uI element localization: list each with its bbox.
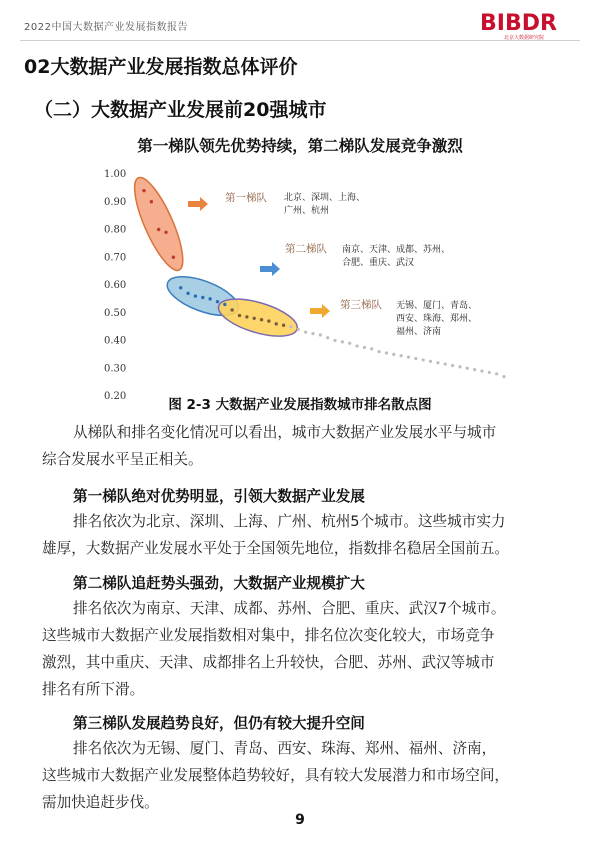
y-tick-label: 0.30 — [104, 363, 127, 375]
report-title: 2022中国大数据产业发展指数报告 — [24, 22, 188, 33]
arrow-icon — [260, 262, 280, 276]
tier-cities: 无锡、厦门、青岛、 — [396, 301, 478, 311]
tier-ellipses — [126, 172, 302, 343]
data-point — [245, 315, 248, 318]
text-line: 排名依次为南京、天津、成都、苏州、合肥、重庆、武汉7个城市。 — [73, 600, 506, 617]
text-line: 这些城市大数据产业发展整体趋势较好，具有较大发展潜力和市场空间， — [42, 767, 510, 784]
tier-cities: 福州、济南 — [396, 327, 442, 337]
data-point — [429, 360, 432, 363]
heading-tier-2: 第二梯队追赶势头强劲，大数据产业规模扩大 — [73, 575, 365, 592]
data-point — [164, 231, 167, 234]
data-point — [304, 331, 307, 334]
page-header — [0, 0, 600, 44]
text-line: 排名依次为无锡、厦门、青岛、西安、珠海、郑州、福州、济南， — [73, 740, 497, 757]
tier-label: 第三梯队 — [340, 299, 382, 311]
subsection-title: （二）大数据产业发展前20强城市 — [34, 99, 327, 121]
data-point — [400, 354, 403, 357]
data-point — [172, 256, 175, 259]
chart-heading: 第一梯队领先优势持续，第二梯队发展竞争激烈 — [137, 137, 463, 155]
heading-tier-1: 第一梯队绝对优势明显，引领大数据产业发展 — [73, 488, 365, 505]
data-point — [348, 342, 351, 345]
text-line: 从梯队和排名变化情况可以看出，城市大数据产业发展水平与城市 — [73, 424, 497, 441]
data-point — [230, 308, 233, 311]
scatter-chart — [100, 160, 520, 402]
data-point — [282, 324, 285, 327]
heading-tier-3: 第三梯队发展趋势良好，但仍有较大提升空间 — [73, 715, 365, 732]
scatter-chart-svg — [100, 160, 520, 402]
data-point — [385, 351, 388, 354]
y-tick-label: 0.20 — [104, 391, 127, 402]
data-point — [355, 344, 358, 347]
data-point — [253, 317, 256, 320]
tier-label: 第一梯队 — [225, 192, 267, 204]
data-point — [473, 368, 476, 371]
data-point — [444, 362, 447, 365]
logo-wordmark: BIBDR — [480, 11, 557, 36]
y-tick-label: 0.70 — [104, 252, 127, 264]
y-tick-label: 0.40 — [104, 335, 127, 347]
page-number: 9 — [295, 812, 305, 828]
data-point — [458, 365, 461, 368]
data-point — [157, 228, 160, 231]
data-point — [363, 346, 366, 349]
data-point — [142, 189, 145, 192]
data-point — [267, 319, 270, 322]
logo-subtitle: 北京大数据研究院 — [504, 35, 545, 41]
data-point — [297, 328, 300, 331]
y-tick-label: 1.00 — [104, 169, 127, 180]
tier-cities: 合肥、重庆、武汉 — [342, 258, 415, 268]
y-axis-ticks — [104, 169, 126, 402]
data-point — [502, 375, 505, 378]
figure-caption: 图 2-3 大数据产业发展指数城市排名散点图 — [168, 397, 432, 413]
data-point — [392, 353, 395, 356]
tier-ellipse — [126, 172, 192, 276]
text-line: 排名有所下滑。 — [42, 681, 145, 698]
tier-cities: 北京、深圳、上海、 — [284, 193, 366, 203]
paragraph-tier-2 — [42, 595, 574, 703]
tier-cities: 南京、天津、成都、苏州、 — [342, 245, 451, 255]
y-tick-label: 0.60 — [104, 280, 127, 291]
data-point — [488, 371, 491, 374]
y-tick-label: 0.80 — [104, 224, 127, 236]
tier-cities: 广州、杭州 — [284, 206, 330, 216]
arrow-icon — [188, 197, 208, 211]
data-point — [414, 357, 417, 360]
data-point — [341, 340, 344, 343]
data-point — [436, 361, 439, 364]
text-line: 排名依次为北京、深圳、上海、广州、杭州5个城市。这些城市实力 — [73, 513, 506, 530]
data-point — [422, 358, 425, 361]
tier-label: 第二梯队 — [285, 243, 327, 255]
data-point — [407, 356, 410, 359]
data-point — [150, 200, 153, 203]
data-point — [451, 364, 454, 367]
text-line: 雄厚，大数据产业发展水平处于全国领先地位，指数排名稳居全国前五。 — [42, 540, 510, 557]
data-point — [319, 333, 322, 336]
paragraph-tier-3 — [42, 735, 574, 816]
data-point — [311, 332, 314, 335]
data-point — [216, 300, 219, 303]
text-line: 这些城市大数据产业发展指数相对集中，排名位次变化较大，市场竞争 — [42, 627, 495, 644]
text-line: 需加快追赶步伐。 — [42, 794, 159, 811]
arrow-icon — [310, 304, 330, 318]
data-point — [480, 369, 483, 372]
data-point — [208, 297, 211, 300]
data-point — [186, 292, 189, 295]
data-point — [260, 318, 263, 321]
data-point — [201, 296, 204, 299]
data-point — [275, 322, 278, 325]
y-tick-label: 0.50 — [104, 307, 127, 319]
data-point — [194, 294, 197, 297]
data-point — [223, 303, 226, 306]
text-line: 综合发展水平呈正相关。 — [42, 451, 203, 468]
data-point — [238, 314, 241, 317]
data-point — [378, 350, 381, 353]
data-point — [495, 372, 498, 375]
bibdr-logo — [478, 8, 582, 42]
paragraph-intro — [42, 419, 574, 473]
data-point — [179, 286, 182, 289]
data-point — [370, 347, 373, 350]
data-point — [289, 325, 292, 328]
data-point — [466, 367, 469, 370]
text-line: 激烈，其中重庆、天津、成都排名上升较快，合肥、苏州、武汉等城市 — [42, 654, 495, 671]
y-tick-label: 0.90 — [104, 196, 127, 208]
tier-ellipse — [214, 292, 301, 344]
tier-cities: 西安、珠海、郑州、 — [396, 314, 478, 324]
section-title: 02大数据产业发展指数总体评价 — [24, 56, 298, 78]
paragraph-tier-1 — [42, 508, 574, 562]
data-point — [326, 336, 329, 339]
data-point — [333, 339, 336, 342]
